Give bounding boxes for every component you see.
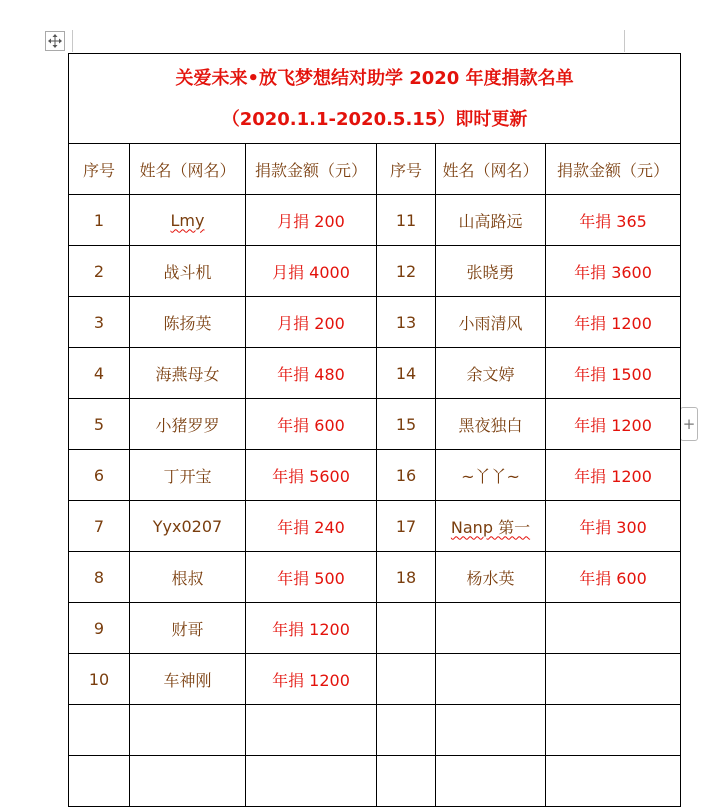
serial-cell <box>69 756 130 807</box>
cell-text: 年捐 600 <box>277 415 345 435</box>
header-cell: 姓名（网名） <box>436 144 546 195</box>
cell-text: 14 <box>395 363 417 383</box>
cell-text: 年捐 240 <box>277 517 345 537</box>
cell-text: 年捐 1200 <box>574 415 652 435</box>
header-cell: 捐款金额（元） <box>546 144 681 195</box>
name-cell <box>436 246 546 297</box>
amount-cell <box>246 705 377 756</box>
amount-cell <box>546 603 681 654</box>
cell-text: 财哥 <box>171 619 204 639</box>
amount-cell <box>546 297 681 348</box>
serial-cell <box>69 654 130 705</box>
serial-cell <box>69 399 130 450</box>
cell-text: 小雨清风 <box>458 313 523 333</box>
name-cell <box>130 297 246 348</box>
name-cell <box>130 501 246 552</box>
cell-text: 年捐 480 <box>277 364 345 384</box>
table-row <box>69 552 681 603</box>
serial-cell <box>69 552 130 603</box>
table-row <box>69 246 681 297</box>
serial-cell <box>377 195 436 246</box>
serial-cell <box>377 246 436 297</box>
table-move-handle[interactable] <box>45 31 65 51</box>
amount-cell <box>546 501 681 552</box>
cell-text: 9 <box>93 618 105 638</box>
amount-cell <box>246 297 377 348</box>
cell-text: 山高路远 <box>458 211 523 231</box>
amount-cell <box>246 246 377 297</box>
serial-cell <box>69 195 130 246</box>
cell-text: 海燕母女 <box>155 364 220 384</box>
name-cell <box>436 297 546 348</box>
cell-text: 战斗机 <box>163 262 212 282</box>
amount-cell <box>246 552 377 603</box>
cell-text: 余文婷 <box>466 364 515 384</box>
add-row-button[interactable] <box>680 407 698 441</box>
name-cell <box>130 399 246 450</box>
cell-text: Lmy <box>170 210 205 230</box>
title-line-2: （2020.1.1-2020.5.15）即时更新 <box>221 108 528 130</box>
name-cell <box>130 654 246 705</box>
name-cell <box>130 195 246 246</box>
name-cell <box>436 399 546 450</box>
serial-cell <box>69 348 130 399</box>
move-arrows-icon <box>48 34 62 48</box>
name-cell <box>436 603 546 654</box>
name-cell <box>436 450 546 501</box>
table-row <box>69 450 681 501</box>
serial-cell <box>377 705 436 756</box>
amount-cell <box>546 246 681 297</box>
cell-text: 18 <box>395 567 417 587</box>
amount-cell <box>246 603 377 654</box>
cell-text: 年捐 365 <box>579 211 647 231</box>
amount-cell <box>546 705 681 756</box>
cell-text: 黑夜独白 <box>458 415 523 435</box>
serial-cell <box>69 246 130 297</box>
table-row <box>69 348 681 399</box>
cell-text: 年捐 500 <box>277 568 345 588</box>
cell-text: 7 <box>93 516 105 536</box>
serial-cell <box>69 450 130 501</box>
cell-text: ~丫丫~ <box>461 466 520 486</box>
name-cell <box>436 501 546 552</box>
name-cell <box>436 654 546 705</box>
header-row <box>69 144 681 195</box>
amount-cell <box>246 195 377 246</box>
name-cell <box>436 705 546 756</box>
header-cell: 捐款金额（元） <box>246 144 377 195</box>
table-row <box>69 297 681 348</box>
cell-text: 年捐 1200 <box>574 313 652 333</box>
serial-cell <box>377 756 436 807</box>
cell-text: 4 <box>93 363 105 383</box>
table-row <box>69 654 681 705</box>
cell-text: 年捐 1200 <box>272 670 350 690</box>
cell-text: 陈扬英 <box>163 313 212 333</box>
page-corner-mark-left <box>72 30 73 52</box>
cell-text: 年捐 5600 <box>272 466 350 486</box>
cell-text: 根叔 <box>171 568 204 588</box>
cell-text: 12 <box>395 261 417 281</box>
name-cell <box>436 195 546 246</box>
cell-text: 丁开宝 <box>163 466 212 486</box>
amount-cell <box>546 552 681 603</box>
cell-text: 5 <box>93 414 105 434</box>
amount-cell <box>546 348 681 399</box>
cell-text: 3 <box>93 312 105 332</box>
table-row <box>69 399 681 450</box>
cell-text: 8 <box>93 567 105 587</box>
name-cell <box>436 756 546 807</box>
name-cell <box>130 246 246 297</box>
amount-cell <box>246 501 377 552</box>
cell-text: Yyx0207 <box>152 516 223 536</box>
title-line-1: 关爱未来•放飞梦想结对助学 2020 年度捐款名单 <box>175 67 574 89</box>
cell-text: 年捐 600 <box>579 568 647 588</box>
cell-text: 年捐 300 <box>579 517 647 537</box>
name-cell <box>130 603 246 654</box>
serial-cell <box>377 501 436 552</box>
cell-text: 年捐 1200 <box>574 466 652 486</box>
table-row <box>69 705 681 756</box>
cell-text: 月捐 200 <box>277 211 345 231</box>
serial-cell <box>377 450 436 501</box>
header-cell: 序号 <box>69 144 130 195</box>
cell-text: 月捐 200 <box>277 313 345 333</box>
cell-text: Nanp 第一 <box>450 517 531 537</box>
serial-cell <box>69 297 130 348</box>
cell-text: 2 <box>93 261 105 281</box>
table-row <box>69 603 681 654</box>
name-cell <box>436 348 546 399</box>
cell-text: 6 <box>93 465 105 485</box>
table-row <box>69 501 681 552</box>
header-cell: 序号 <box>377 144 436 195</box>
cell-text: 17 <box>395 516 417 536</box>
cell-text: 月捐 4000 <box>272 262 350 282</box>
serial-cell <box>377 348 436 399</box>
serial-cell <box>377 297 436 348</box>
cell-text: 小猪罗罗 <box>155 415 220 435</box>
cell-text: 11 <box>395 210 417 230</box>
cell-text: 年捐 1200 <box>272 619 350 639</box>
cell-text: 13 <box>395 312 417 332</box>
amount-cell <box>246 399 377 450</box>
serial-cell <box>377 399 436 450</box>
amount-cell <box>546 756 681 807</box>
name-cell <box>130 450 246 501</box>
name-cell <box>130 348 246 399</box>
cell-text: 15 <box>395 414 417 434</box>
page-corner-mark-right <box>624 30 625 52</box>
amount-cell <box>546 399 681 450</box>
amount-cell <box>246 756 377 807</box>
name-cell <box>130 756 246 807</box>
name-cell <box>130 552 246 603</box>
name-cell <box>436 552 546 603</box>
cell-text: 张晓勇 <box>466 262 515 282</box>
cell-text: 年捐 1500 <box>574 364 652 384</box>
amount-cell <box>546 195 681 246</box>
cell-text: 杨水英 <box>466 568 515 588</box>
serial-cell <box>377 603 436 654</box>
header-cell: 姓名（网名） <box>130 144 246 195</box>
name-cell <box>130 705 246 756</box>
serial-cell <box>69 603 130 654</box>
serial-cell <box>377 552 436 603</box>
table-title <box>69 54 681 144</box>
serial-cell <box>377 654 436 705</box>
serial-cell <box>69 501 130 552</box>
amount-cell <box>246 654 377 705</box>
plus-icon: + <box>682 415 696 433</box>
cell-text: 年捐 3600 <box>574 262 652 282</box>
amount-cell <box>546 654 681 705</box>
donation-table <box>68 53 681 807</box>
cell-text: 车神刚 <box>163 670 212 690</box>
serial-cell <box>69 705 130 756</box>
cell-text: 10 <box>88 669 110 689</box>
amount-cell <box>246 450 377 501</box>
amount-cell <box>546 450 681 501</box>
table-row <box>69 756 681 807</box>
cell-text: 16 <box>395 465 417 485</box>
amount-cell <box>246 348 377 399</box>
cell-text: 1 <box>93 210 105 230</box>
table-row <box>69 195 681 246</box>
